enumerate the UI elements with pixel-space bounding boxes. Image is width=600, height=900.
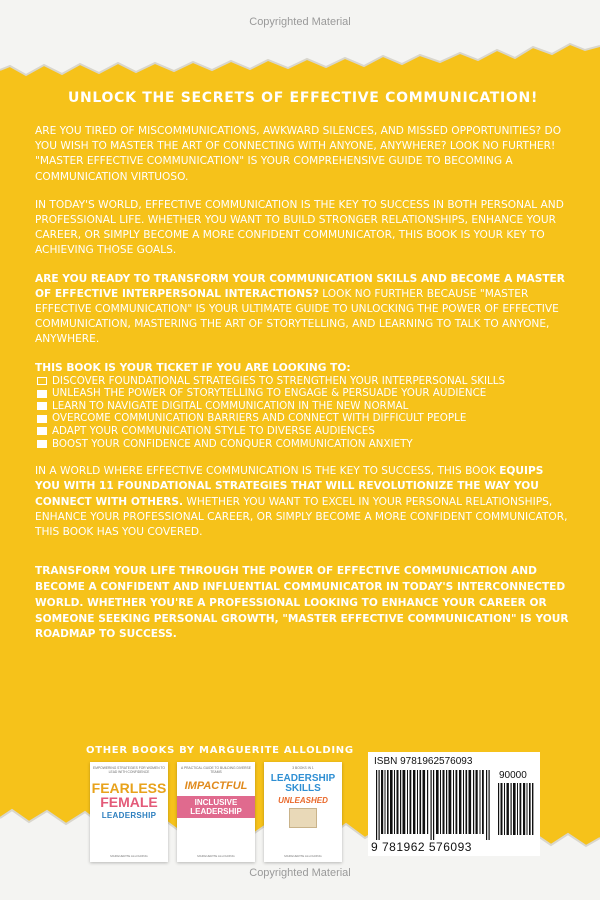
price-code: 90000 <box>499 770 527 781</box>
cover-book-stack-image <box>289 808 317 828</box>
cover-author: MARGUERITE ALLOLDING <box>284 854 322 858</box>
cover-title-line3: LEADERSHIP <box>101 811 157 820</box>
checklist-item-text: LEARN TO NAVIGATE DIGITAL COMMUNICATION IN THE NEW NORMAL <box>52 399 409 412</box>
checkbox-icon <box>37 390 47 398</box>
checklist-item <box>35 412 571 425</box>
book-cover-fearless-female-leadership <box>90 762 168 862</box>
checklist-item-text: BOOST YOUR CONFIDENCE AND CONQUER COMMUNICATION ANXIETY <box>52 437 413 450</box>
cover-author: MARGUERITE ALLOLDING <box>110 854 148 858</box>
strategies-rest: WHETHER YOU WANT TO EXCEL IN YOUR PERSONAL RELATIONSHIPS, ENHANCE YOUR PROFESSIONAL CAREER, OR SIMPLY BECOME A MORE CONFIDENT COMMUNICATOR, THIS BOOK HAS YOU COVERED. <box>35 495 568 539</box>
other-books-title: OTHER BOOKS BY MARGUERITE ALLOLDING <box>86 745 354 756</box>
checklist-item <box>35 425 571 438</box>
checkbox-icon <box>37 402 47 410</box>
checklist-title: THIS BOOK IS YOUR TICKET IF YOU ARE LOOKING TO: <box>35 361 351 374</box>
closing-paragraph: TRANSFORM YOUR LIFE THROUGH THE POWER OF EFFECTIVE COMMUNICATION AND BECOME A CONFIDENT AND INFLUENTIAL COMMUNICATOR IN TODAY'S INTERCONNECTED WORLD. WHETHER YOU'RE A PROFESSIONAL LOOKING TO ENHANCE YOUR CAREER OR SOMEONE SEEKING PERSONAL GROWTH, "MASTER EFFECTIVE COMMUNICATION" IS YOUR ROADMAP TO SUCCESS. <box>35 565 569 641</box>
checklist-item <box>35 400 571 413</box>
checklist-item-text: ADAPT YOUR COMMUNICATION STYLE TO DIVERSE AUDIENCES <box>52 425 375 438</box>
intro-paragraph: ARE YOU TIRED OF MISCOMMUNICATIONS, AWKWARD SILENCES, AND MISSED OPPORTUNITIES? DO YOU WISH TO MASTER THE ART OF CONNECTING WITH ANYONE, ANYWHERE? LOOK NO FURTHER! "MASTER EFFECTIVE COMMUNICATION" IS YOUR COMPREHENSIVE GUIDE TO BECOMING A COMMUNICATION VIRTUOSO. <box>35 125 562 183</box>
other-books-covers <box>90 762 342 862</box>
watermark-top: Copyrighted Material <box>249 16 351 28</box>
cover-author: MARGUERITE ALLOLDING <box>197 854 235 858</box>
cover-text <box>35 84 571 643</box>
headline: UNLOCK THE SECRETS OF EFFECTIVE COMMUNICATION! <box>67 90 539 106</box>
checklist-item-text: DISCOVER FOUNDATIONAL STRATEGIES TO STRENGTHEN YOUR INTERPERSONAL SKILLS <box>52 374 506 387</box>
cover-tagline: 3 BOOKS IN 1 <box>292 766 314 770</box>
checkbox-icon <box>37 377 47 385</box>
checklist-item <box>35 387 571 400</box>
book-cover-leadership-skills-unleashed <box>264 762 342 862</box>
question-bold: ARE YOU READY TO TRANSFORM YOUR COMMUNICATION SKILLS AND BECOME A MASTER OF EFFECTIVE INTERPERSONAL INTERACTIONS? <box>35 272 565 300</box>
strategies-paragraph <box>35 464 571 540</box>
barcode-bars <box>374 770 492 840</box>
strategies-bold: EQUIPS YOU WITH 11 FOUNDATIONAL STRATEGIES THAT WILL REVOLUTIONIZE THE WAY YOU CONNECT WITH OTHERS. <box>35 465 544 508</box>
checklist <box>35 375 571 451</box>
price-barcode-bars <box>498 783 534 835</box>
question-rest: LOOK NO FURTHER BECAUSE "MASTER EFFECTIVE COMMUNICATION" IS YOUR ULTIMATE GUIDE TO UNLOCKING THE POWER OF EFFECTIVE COMMUNICATION, MASTERING THE ART OF STORYTELLING, AND LEARNING TO TALK TO ANYONE, ANYWHERE. <box>35 287 559 346</box>
cover-tagline: A PRACTICAL GUIDE TO BUILDING DIVERSE TEAMS <box>181 766 251 774</box>
cover-title-line1: FEARLESS <box>91 780 167 796</box>
checklist-item-text: OVERCOME COMMUNICATION BARRIERS AND CONNECT WITH DIFFICULT PEOPLE <box>52 412 467 425</box>
checklist-item <box>35 438 571 451</box>
checkbox-icon <box>37 415 47 423</box>
book-cover-impactful-inclusive-leadership <box>177 762 255 862</box>
watermark-bottom: Copyrighted Material <box>249 867 351 879</box>
checklist-item-text: UNLEASH THE POWER OF STORYTELLING TO ENGAGE & PERSUADE YOUR AUDIENCE <box>52 387 487 400</box>
cover-title-line2: UNLEASHED <box>278 796 328 805</box>
cover-title-line2: FEMALE <box>100 794 158 810</box>
isbn-barcode <box>368 752 540 856</box>
barcode-digits: 9 781962 576093 <box>371 840 472 854</box>
isbn-label: ISBN 9781962576093 <box>374 756 473 767</box>
cover-title-line2: INCLUSIVE LEADERSHIP <box>177 796 255 818</box>
checkbox-icon <box>37 427 47 435</box>
strategies-start: IN A WORLD WHERE EFFECTIVE COMMUNICATION IS THE KEY TO SUCCESS, THIS BOOK <box>35 465 500 478</box>
checklist-item <box>35 375 571 388</box>
cover-tagline: EMPOWERING STRATEGIES FOR WOMEN TO LEAD WITH CONFIDENCE <box>93 766 165 774</box>
torn-paper-top <box>0 0 600 78</box>
cover-title-line1: LEADERSHIP SKILLS <box>270 773 336 794</box>
cover-title-line1: IMPACTFUL <box>184 780 248 792</box>
checkbox-icon <box>37 440 47 448</box>
context-paragraph: IN TODAY'S WORLD, EFFECTIVE COMMUNICATION IS THE KEY TO SUCCESS IN BOTH PERSONAL AND PROFESSIONAL LIFE. WHETHER YOU WANT TO BUILD STRONGER RELATIONSHIPS, ENHANCE YOUR CAREER, OR SIMPLY BECOME A MORE CONFIDENT COMMUNICATOR, THIS BOOK IS YOUR KEY TO ACHIEVING THOSE GOALS. <box>35 198 564 257</box>
question-paragraph <box>35 272 571 348</box>
